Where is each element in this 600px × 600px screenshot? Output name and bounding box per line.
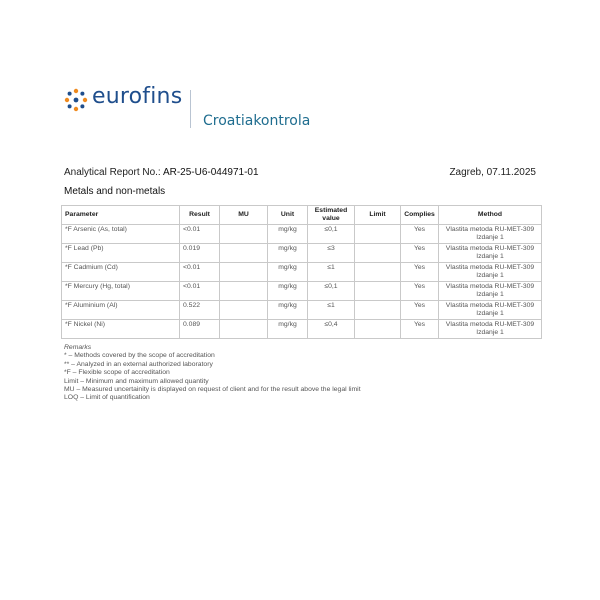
cell-mu (220, 263, 268, 282)
cell-unit: mg/kg (268, 263, 308, 282)
cell-limit (355, 244, 401, 263)
remark-line: ** – Analyzed in an external authorized laboratory (64, 360, 213, 368)
col-header-estimated: Estimated value (308, 206, 355, 225)
report-label: Analytical Report No.: (64, 167, 163, 178)
results-table (61, 205, 542, 339)
cell-parameter: *F Nickel (Ni) (62, 320, 180, 339)
method-edition: Izdanje 1 (476, 291, 504, 298)
cell-complies: Yes (401, 320, 439, 339)
method-name: Vlastita metoda RU-MET-309 (445, 302, 535, 309)
cell-unit: mg/kg (268, 320, 308, 339)
cell-unit: mg/kg (268, 244, 308, 263)
table-row (62, 282, 542, 301)
method-name: Vlastita metoda RU-MET-309 (445, 264, 535, 271)
cell-complies: Yes (401, 244, 439, 263)
cell-estimated: ≤0,1 (308, 225, 355, 244)
report-number-line (64, 167, 259, 178)
cell-estimated: ≤1 (308, 263, 355, 282)
cell-result: <0.01 (180, 263, 220, 282)
eurofins-dots-icon (64, 88, 88, 112)
table-row (62, 263, 542, 282)
col-header-unit: Unit (268, 206, 308, 225)
section-title: Metals and non-metals (64, 186, 166, 197)
table-header-row (62, 206, 542, 225)
col-header-method: Method (439, 206, 542, 225)
brand-subsidiary: Croatiakontrola (203, 113, 311, 129)
cell-mu (220, 320, 268, 339)
cell-result: <0.01 (180, 225, 220, 244)
cell-parameter: *F Arsenic (As, total) (62, 225, 180, 244)
cell-method (439, 244, 542, 263)
cell-result: 0.522 (180, 301, 220, 320)
method-edition: Izdanje 1 (476, 329, 504, 336)
cell-limit (355, 225, 401, 244)
col-header-complies: Complies (401, 206, 439, 225)
cell-parameter: *F Cadmium (Cd) (62, 263, 180, 282)
cell-limit (355, 282, 401, 301)
col-header-parameter: Parameter (62, 206, 180, 225)
cell-estimated: ≤0,4 (308, 320, 355, 339)
col-header-result: Result (180, 206, 220, 225)
cell-parameter: *F Aluminium (Al) (62, 301, 180, 320)
logo-divider (190, 90, 191, 128)
remarks-title: Remarks (64, 344, 92, 351)
table-row (62, 320, 542, 339)
cell-limit (355, 320, 401, 339)
cell-mu (220, 301, 268, 320)
cell-complies: Yes (401, 263, 439, 282)
cell-complies: Yes (401, 225, 439, 244)
cell-result: 0.089 (180, 320, 220, 339)
cell-estimated: ≤0,1 (308, 282, 355, 301)
cell-limit (355, 301, 401, 320)
cell-mu (220, 244, 268, 263)
cell-parameter: *F Mercury (Hg, total) (62, 282, 180, 301)
cell-mu (220, 225, 268, 244)
remark-line: * – Methods covered by the scope of accreditation (64, 352, 215, 360)
table-row (62, 301, 542, 320)
method-edition: Izdanje 1 (476, 234, 504, 241)
brand-name: eurofins (92, 84, 183, 109)
col-header-mu: MU (220, 206, 268, 225)
cell-complies: Yes (401, 301, 439, 320)
cell-parameter: *F Lead (Pb) (62, 244, 180, 263)
remark-line: *F – Flexible scope of accreditation (64, 369, 170, 377)
remark-line: Limit – Minimum and maximum allowed quantity (64, 377, 209, 385)
cell-unit: mg/kg (268, 225, 308, 244)
method-name: Vlastita metoda RU-MET-309 (445, 321, 535, 328)
cell-complies: Yes (401, 282, 439, 301)
method-edition: Izdanje 1 (476, 253, 504, 260)
cell-method (439, 225, 542, 244)
report-number: AR-25-U6-044971-01 (162, 167, 259, 178)
remark-line: LOQ – Limit of quantification (64, 394, 150, 402)
method-edition: Izdanje 1 (476, 272, 504, 279)
remark-line: MU – Measured uncertainity is displayed on request of client and for the result above the legal limit (64, 386, 361, 394)
cell-method (439, 282, 542, 301)
cell-method (439, 301, 542, 320)
cell-limit (355, 263, 401, 282)
table-row (62, 244, 542, 263)
cell-method (439, 320, 542, 339)
cell-unit: mg/kg (268, 301, 308, 320)
method-edition: Izdanje 1 (476, 310, 504, 317)
cell-estimated: ≤3 (308, 244, 355, 263)
method-name: Vlastita metoda RU-MET-309 (445, 245, 535, 252)
cell-estimated: ≤1 (308, 301, 355, 320)
remarks (64, 344, 361, 403)
cell-mu (220, 282, 268, 301)
cell-result: 0.019 (180, 244, 220, 263)
cell-method (439, 263, 542, 282)
table-row (62, 225, 542, 244)
report-date: Zagreb, 07.11.2025 (449, 167, 536, 178)
method-name: Vlastita metoda RU-MET-309 (445, 226, 535, 233)
method-name: Vlastita metoda RU-MET-309 (445, 283, 535, 290)
col-header-limit: Limit (355, 206, 401, 225)
cell-result: <0.01 (180, 282, 220, 301)
cell-unit: mg/kg (268, 282, 308, 301)
